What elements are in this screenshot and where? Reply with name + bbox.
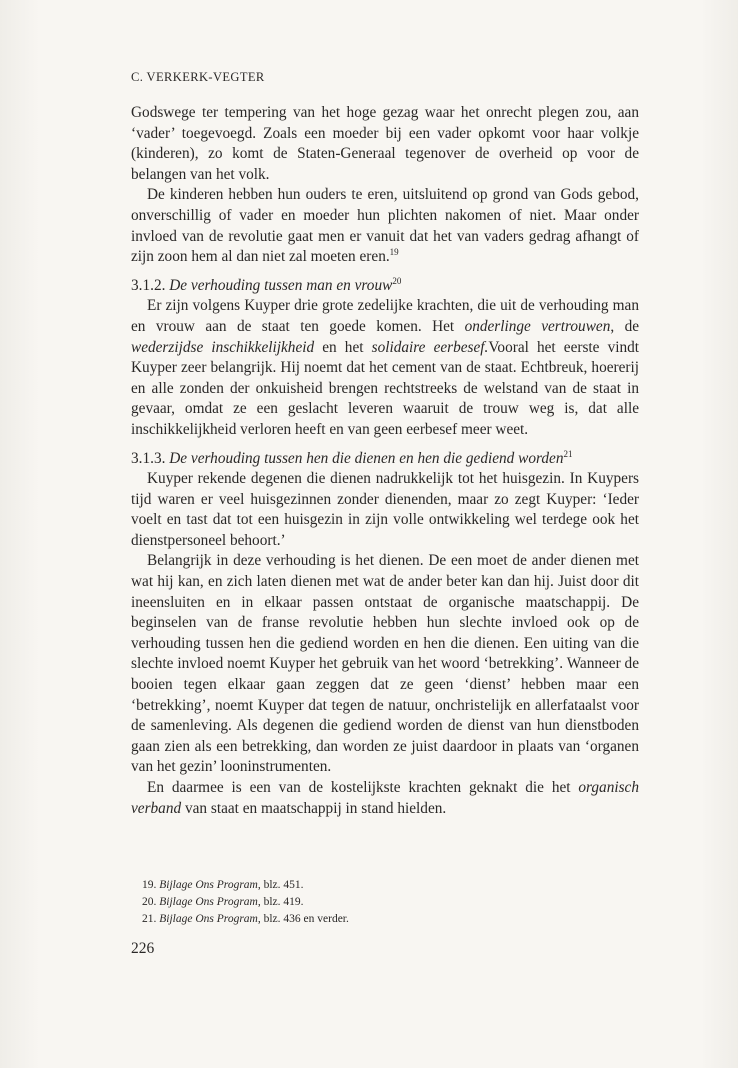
- paragraph-text: van staat en maatschappij in stand hielden.: [181, 799, 447, 817]
- footnotes: [142, 877, 622, 928]
- section-number: 3.1.3.: [131, 449, 166, 467]
- footnote-ref: , blz. 419.: [257, 896, 304, 908]
- emphasis: onderlinge vertrouwen: [464, 317, 611, 335]
- footnote-title: Bijlage Ons Program: [159, 913, 258, 925]
- body-text: [131, 103, 639, 819]
- footnote: [142, 894, 622, 911]
- section-title: De verhouding tussen man en vrouw: [169, 276, 393, 294]
- footnote-ref: , blz. 451.: [257, 879, 304, 891]
- paragraph-text: En daarmee is een van de kostelijkste krachten geknakt die het: [147, 779, 579, 796]
- paragraph: [131, 469, 639, 551]
- paragraph-text: en het: [314, 338, 372, 356]
- paragraph: [131, 103, 639, 185]
- paragraph-text: Godswege ter tempering van het hoge gezag waar het onrecht plegen zou, aan ‘vader’ toegevoegd. Zoals een moeder bij een vader opkomt voor haar volkje (kinderen), zo komt de Staten-Generaal tegenover de overheid op voor de belangen van het volk.: [131, 104, 639, 183]
- section-heading-3-1-3: [131, 449, 639, 470]
- footnote: [142, 911, 622, 928]
- footnote-number: 21.: [142, 913, 157, 925]
- paragraph: [131, 778, 639, 819]
- section-title: De verhouding tussen hen die dienen en hen die gediend worden: [169, 449, 564, 467]
- emphasis: wederzijdse inschikkelijkheid: [131, 338, 315, 356]
- section-number: 3.1.2.: [131, 276, 166, 294]
- paragraph-text: Er zijn volgens Kuyper drie grote zedelijke krachten, die uit de verhouding man en vrouw aan de staat ten goede komen. Het: [131, 297, 639, 335]
- paragraph-text: De kinderen hebben hun ouders te eren, uitsluitend op grond van Gods gebod, onverschillig of vader en moeder hun plichten nakomen of niet. Maar onder invloed van de revolutie gaat men er vanuit dat het van vaders gedrag afhangt of zijn zoon hem al dan niet zal moeten eren.: [131, 186, 639, 266]
- footnote-number: 20.: [142, 896, 157, 908]
- emphasis: solidaire eerbesef.: [371, 338, 489, 356]
- footnote-marker: 20: [392, 275, 402, 286]
- running-head: C. VERKERK-VEGTER: [131, 70, 265, 84]
- paragraph-text: Belangrijk in deze verhouding is het dienen. De een moet de ander dienen met wat hij kan, en zich laten dienen met wat de ander beter kan dan hij. Juist door dit ineensluiten en in elkaar passen ontstaat de organische maatschappij. De beginselen van de franse revolutie hebben hun slechte invloed ook op de verhouding tussen hen die gediend worden en hen die dienen. Een uiting van die slechte invloed noemt Kuyper het gebruik van het woord ‘betrekking’. Wanneer de booien tegen elkaar gaan zeggen dat ze geen ‘dienst’ hebben maar een ‘betrekking’, noemt Kuyper dat tegen de natuur, onchristelijk en allerfataalst voor de samenleving. Als degenen die gediend worden de dienst van hun dienstboden gaan zien als een betrekking, dan worden ze juist daardoor in plaats van ‘organen van het gezin’ looninstrumenten.: [131, 552, 639, 776]
- section-heading-3-1-2: [131, 276, 639, 297]
- footnote-title: Bijlage Ons Program: [159, 879, 258, 891]
- footnote-marker: 19: [389, 247, 399, 258]
- paragraph: [131, 185, 639, 267]
- paragraph-text: , de: [610, 317, 640, 335]
- footnote-title: Bijlage Ons Program: [159, 896, 258, 908]
- paragraph: [131, 551, 639, 778]
- paragraph-text: Vooral het eerste vindt Kuyper zeer belangrijk. Hij noemt dat het cement van de staat. Echtbreuk, hoererij en alle zonden der onkuisheid brengen rechtstreeks de welstand van de staat in gevaar, omdat ze een geslacht leveren waaruit de trouw weg is, dat alle inschikkelijkheid verloren heeft en van geen eerbesef meer weet.: [131, 338, 640, 438]
- page-number: 226: [131, 940, 155, 957]
- footnote-ref: , blz. 436 en verder.: [257, 913, 349, 925]
- footnote-marker: 21: [563, 448, 573, 459]
- footnote-number: 19.: [142, 879, 157, 891]
- footnote: [142, 877, 622, 894]
- paragraph: [131, 296, 639, 440]
- paragraph-text: Kuyper rekende degenen die dienen nadrukkelijk tot het huisgezin. In Kuypers tijd waren er veel huisgezinnen zonder dienenden, maar zo zegt Kuyper: ‘Ieder voelt en tast dat tot een huisgezin in zijn volle ontwikkeling wel terdege ook het dienstpersoneel behoort.’: [131, 470, 639, 549]
- emphasis: organisch verband: [131, 779, 639, 817]
